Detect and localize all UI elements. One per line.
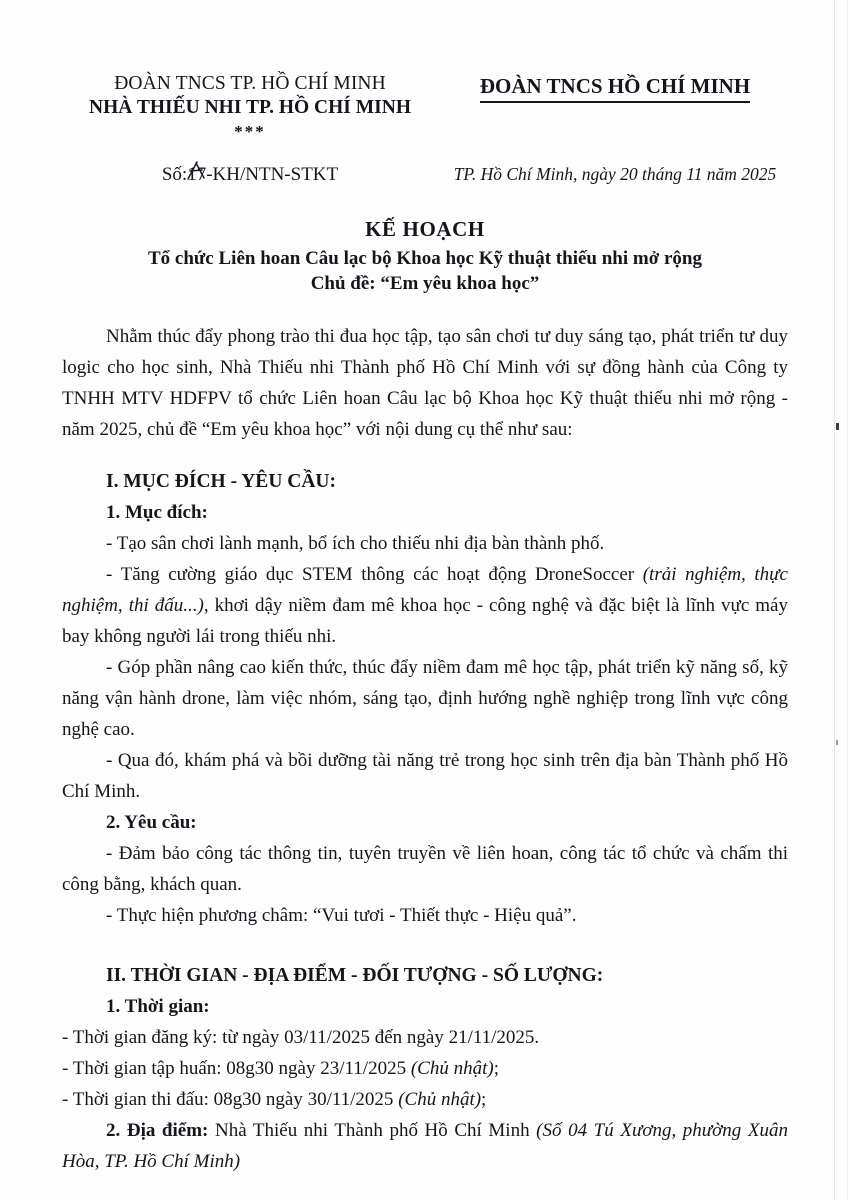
issuing-organization-block (60, 72, 440, 144)
place-and-date: TP. Hồ Chí Minh, ngày 20 tháng 11 năm 2025 (453, 163, 777, 184)
section-heading-2: II. THỜI GIAN - ĐỊA ĐIỂM - ĐỐI TƯỢNG - SỐ LƯỢNG: (106, 965, 604, 987)
requirement-item: - Đảm bảo công tác thông tin, tuyên truyền về liên hoan, công tác tổ chức và chấm thi công bằng, khách quan. (62, 843, 788, 896)
purpose-item-italic: (trải nghiệm, thực nghiệm, thi đấu...) (62, 564, 788, 617)
location-item (62, 1115, 788, 1177)
spacer (62, 445, 788, 455)
time-item (62, 1022, 788, 1053)
intro-paragraph: Nhằm thúc đẩy phong trào thi đua học tập, tạo sân chơi tư duy sáng tạo, phát triển tư duy logic cho học sinh, Nhà Thiếu nhi Thành phố Hồ Chí Minh với sự đồng hành của Công ty TNHH MTV HDFPV tổ chức Liên hoan Câu lạc bộ Khoa học Kỹ thuật thiếu nhi mở rộng - năm 2025, chủ đề “Em yêu khoa học” với nội dung cụ thể như sau: (62, 326, 788, 441)
subsection-heading-1-2: 2. Yêu cầu: (106, 812, 197, 834)
document-number (60, 164, 440, 186)
document-body (0, 321, 850, 1177)
subsection-heading-2-1: 1. Thời gian: (106, 996, 210, 1018)
document-number-value-wrap (187, 164, 206, 186)
document-theme: Chủ đề: “Em yêu khoa học” (310, 273, 540, 295)
time-item-text: - Thời gian tập huấn: 08g30 ngày 23/11/2025 (62, 1058, 411, 1080)
purpose-item (62, 528, 788, 559)
spacer (62, 931, 788, 949)
time-item (62, 1053, 788, 1084)
subsection-heading-1-1: 1. Mục đích: (106, 502, 208, 524)
purpose-item (62, 559, 788, 652)
document-title: KẾ HOẠCH (365, 216, 485, 241)
organization-line-2: NHÀ THIẾU NHI TP. HỒ CHÍ MINH (89, 97, 411, 119)
document-number-value: 17 (187, 163, 207, 185)
purpose-item-text-tail: , khơi dậy niềm đam mê khoa học - công nghệ và đặc biệt là lĩnh vực máy bay không người lái trong thiếu nhi. (62, 595, 788, 648)
location-text: Nhà Thiếu nhi Thành phố Hồ Chí Minh (208, 1120, 537, 1142)
title-block (0, 216, 850, 298)
purpose-item-text: - Tạo sân chơi lành mạnh, bổ ích cho thiếu nhi địa bàn thành phố. (106, 533, 605, 555)
document-number-suffix: -KH/NTN-STKT (206, 163, 339, 185)
national-heading-block (440, 72, 790, 103)
document-number-prefix: Số: (161, 163, 188, 185)
time-item-text: - Thời gian đăng ký: từ ngày 03/11/2025 đến ngày 21/11/2025. (62, 1027, 540, 1049)
document-number-and-date (0, 144, 850, 186)
purpose-item (62, 745, 788, 807)
time-item-text-tail: ; (493, 1058, 499, 1080)
subsection-heading-2-2: 2. Địa điểm: (106, 1120, 209, 1142)
purpose-item-text: - Góp phần nâng cao kiến thức, thúc đẩy niềm đam mê học tập, phát triển kỹ năng số, kỹ năng vận hành drone, làm việc nhóm, sáng tạo, định hướng nghề nghiệp trong lĩnh vực công nghệ cao. (62, 657, 788, 741)
time-item-text-tail: ; (481, 1089, 487, 1111)
requirement-item: - Thực hiện phương châm: “Vui tươi - Thiết thực - Hiệu quả”. (106, 905, 577, 927)
section-heading-1: I. MỤC ĐÍCH - YÊU CẦU: (106, 471, 337, 493)
time-item-text: - Thời gian thi đấu: 08g30 ngày 30/11/2025 (62, 1089, 399, 1111)
purpose-item-text: - Tăng cường giáo dục STEM thông các hoạt động DroneSoccer (106, 564, 643, 586)
purpose-item-text: - Qua đó, khám phá và bồi dưỡng tài năng trẻ trong học sinh trên địa bàn Thành phố Hồ Chí Minh. (62, 750, 788, 803)
time-item (62, 1084, 788, 1115)
time-item-italic: (Chủ nhật) (410, 1058, 494, 1080)
document-subtitle: Tổ chức Liên hoan Câu lạc bộ Khoa học Kỹ thuật thiếu nhi mở rộng (147, 247, 702, 269)
purpose-item (62, 652, 788, 745)
letterhead (0, 0, 850, 144)
location-address-italic: (Số 04 Tú Xương, phường Xuân Hòa, TP. Hồ Chí Minh) (62, 1120, 788, 1173)
national-heading: ĐOÀN TNCS HỒ CHÍ MINH (480, 74, 750, 103)
organization-line-1: ĐOÀN TNCS TP. HỒ CHÍ MINH (114, 73, 386, 94)
time-item-italic: (Chủ nhật) (398, 1089, 482, 1111)
separator-stars: *** (234, 121, 266, 141)
